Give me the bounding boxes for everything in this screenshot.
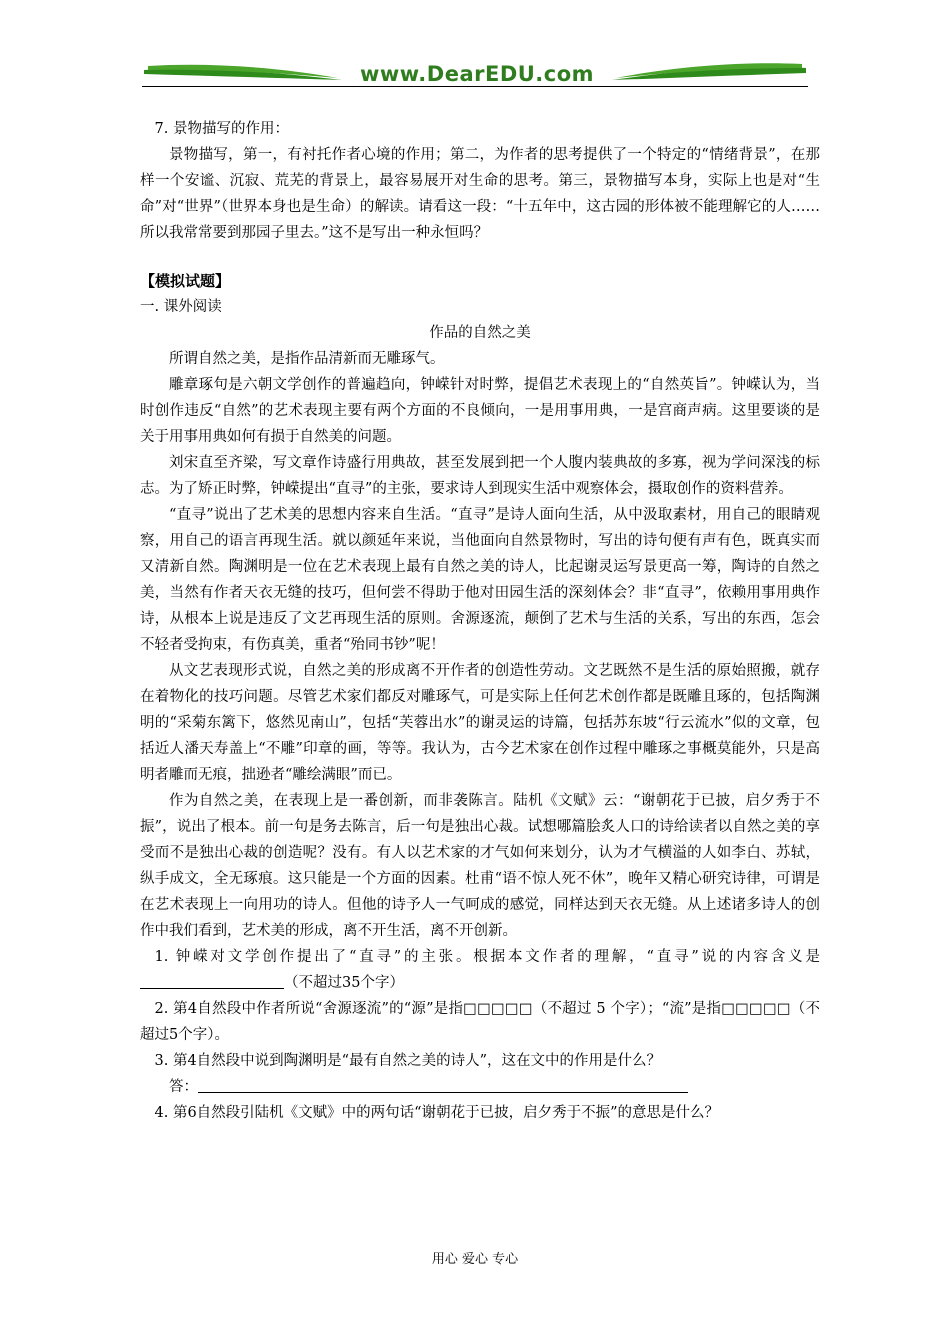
question-3: 3. 第4自然段中说到陶渊明是“最有自然之美的诗人”，这在文中的作用是什么？ [154,1053,661,1069]
question-1-blank[interactable] [140,972,284,989]
document-body [140,116,820,1126]
page-footer: 用心 爱心 专心 [431,1252,519,1267]
question-4: 4. 第6自然段引陆机《文赋》中的两句话“谢朝花于已披，启夕秀于不振”的意思是什么？ [154,1105,719,1121]
header-rule [142,86,808,87]
question-3-answer-line[interactable] [198,1076,688,1093]
answer-label: 答： [169,1079,198,1095]
article-paragraph-2: 雕章琢句是六朝文学创作的普遍趋向，钟嵘针对时弊，提倡艺术表现上的“自然英旨”。钟嵘认为，当时创作违反“自然”的艺术表现主要有两个方面的不良倾向，一是用事用典，一是宫商声病。这里要谈的是关于用事用典如何有损于自然美的问题。 [140,377,820,445]
question-3-answer [140,1074,820,1100]
site-url-logo: www.DearEDU.com [359,62,595,86]
article-paragraph-1: 所谓自然之美，是指作品清新而无雕琢气。 [169,351,445,367]
question-2: 2. 第4自然段中作者所说“舍源逐流”的“源”是指□□□□□（不超过 5 个字）；“流”是指□□□□□（不超过5个字）。 [140,1001,820,1043]
question-1 [140,944,820,996]
section-7-heading: 7. 景物描写的作用： [154,121,289,137]
article-paragraph-5: 从文艺表现形式说，自然之美的形成离不开作者的创造性劳动。文艺既然不是生活的原始照搬，就存在着物化的技巧问题。尽管艺术家们都反对雕琢气，可是实际上任何艺术创作都是既雕且琢的，包括陶渊明的“采菊东篱下，悠然见南山”，包括“芙蓉出水”的谢灵运的诗篇，包括苏东坡“行云流水”似的文章，包括近人潘天寿盖上“不雕”印章的画，等等。我认为，古今艺术家在创作过程中雕琢之事概莫能外，只是高明者雕而无痕，拙逊者“雕绘满眼”而已。 [140,663,820,783]
question-1-limit: （不超过35个字） [284,975,404,991]
part-label: 一. 课外阅读 [140,299,222,315]
article-title: 作品的自然之美 [429,325,531,341]
page-header [142,56,808,96]
section-7-body: 景物描写，第一，有衬托作者心境的作用；第二，为作者的思考提供了一个特定的“情绪背景”，在那样一个安谧、沉寂、荒芜的背景上，最容易展开对生命的思考。第三，景物描写本身，实际上也是对“生命”对“世界”（世界本身也是生命）的解读。请看这一段：“十五年中，这古园的形体被不能理解它的人……所以我常常要到那园子里去。”这不是写出一种永恒吗？ [140,147,820,241]
mock-exam-heading: 【模拟试题】 [140,272,231,290]
article-paragraph-3: 刘宋直至齐梁，写文章作诗盛行用典故，甚至发展到把一个人腹内装典故的多寡，视为学问深浅的标志。为了矫正时弊，钟嵘提出“直寻”的主张，要求诗人到现实生活中观察体会，摄取创作的资料营养。 [140,455,820,497]
article-paragraph-6: 作为自然之美，在表现上是一番创新，而非袭陈言。陆机《文赋》云：“谢朝花于已披，启夕秀于不振”，说出了根本。前一句是务去陈言，后一句是独出心裁。试想哪篇脍炙人口的诗给读者以自然之美的享受而不是独出心裁的创造呢？没有。有人以艺术家的才气如何来划分，认为才气横溢的人如李白、苏轼，纵手成文，全无琢痕。这只能是一个方面的因素。杜甫“语不惊人死不休”，晚年又精心研究诗律，可谓是在艺术表现上一向用功的诗人。但他的诗予人一气呵成的感觉，同样达到天衣无缝。从上述诸多诗人的创作中我们看到，艺术美的形成，离不开生活，离不开创新。 [140,793,820,939]
question-1-text: 1. 钟嵘对文学创作提出了“直寻”的主张。根据本文作者的理解，“直寻”说的内容含义是 [154,949,820,965]
article-paragraph-4: “直寻”说出了艺术美的思想内容来自生活。“直寻”是诗人面向生活，从中汲取素材，用自己的眼睛观察，用自己的语言再现生活。就以颜延年来说，当他面向自然景物时，写出的诗句便有声有色，既真实而又清新自然。陶渊明是一位在艺术表现上最有自然之美的诗人，比起谢灵运写景更高一筹，陶诗的自然之美，当然有作者天衣无缝的技巧，但何尝不得助于他对田园生活的深刻体会？非“直寻”，依赖用事用典作诗，从根本上说是违反了文艺再现生活的原则。舍源逐流，颠倒了艺术与生活的关系，写出的东西，怎会不轻者受拘束，有伤真美，重者“殆同书钞”呢！ [140,507,820,653]
